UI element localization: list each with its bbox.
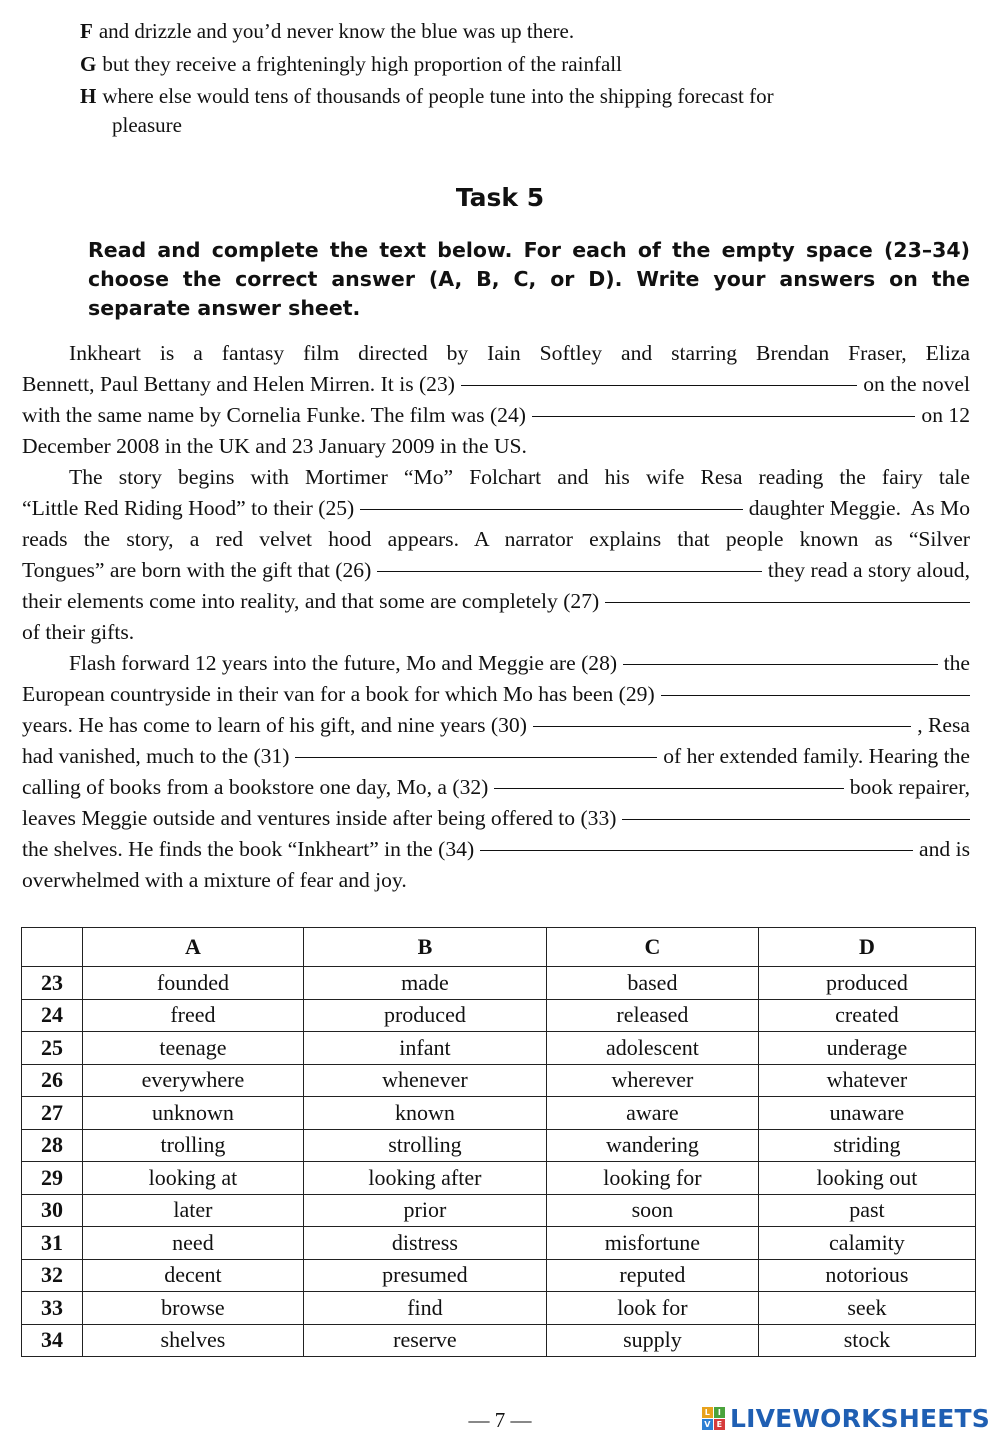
answer-option-cell: produced bbox=[758, 967, 975, 1000]
table-row bbox=[22, 1129, 976, 1162]
text-line: Tongues” are born with the gift that (26) they read a story aloud, bbox=[22, 558, 970, 582]
text-line: The story begins with Mortimer “Mo” Folchart and his wife Resa reading the fairy tale bbox=[69, 465, 970, 489]
table-body bbox=[22, 967, 976, 1357]
icon-letter: V bbox=[702, 1419, 713, 1430]
answer-option-cell: past bbox=[758, 1194, 975, 1227]
answer-option-cell: striding bbox=[758, 1129, 975, 1162]
paragraph-1 bbox=[22, 338, 970, 462]
icon-letter: I bbox=[714, 1407, 725, 1418]
table-row bbox=[22, 1292, 976, 1325]
table-row bbox=[22, 1227, 976, 1260]
answer-option-cell: teenage bbox=[83, 1032, 304, 1065]
question-number-cell: 27 bbox=[22, 1097, 83, 1130]
answer-option-cell: misfortune bbox=[546, 1227, 758, 1260]
text-line: European countryside in their van for a book for which Mo has been (29) bbox=[22, 679, 970, 710]
blank-25[interactable] bbox=[360, 509, 742, 510]
text-line: reads the story, a red velvet hood appears. A narrator explains that people known as “Silver bbox=[22, 527, 970, 551]
table-row bbox=[22, 999, 976, 1032]
header-cell bbox=[22, 928, 83, 967]
header-cell: C bbox=[546, 928, 758, 967]
blank-24[interactable] bbox=[532, 416, 915, 417]
table-row bbox=[22, 1097, 976, 1130]
question-number-cell: 25 bbox=[22, 1032, 83, 1065]
text-line: calling of books from a bookstore one day, Mo, a (32) book repairer, bbox=[22, 775, 970, 799]
blank-30[interactable] bbox=[533, 726, 911, 727]
answer-option-cell: unknown bbox=[83, 1097, 304, 1130]
answer-option-cell: shelves bbox=[83, 1324, 304, 1357]
icon-letter: L bbox=[702, 1407, 713, 1418]
option-h-continuation: pleasure bbox=[112, 113, 182, 137]
text-line: of their gifts. bbox=[22, 620, 135, 644]
option-g bbox=[80, 50, 970, 79]
answer-option-cell: reputed bbox=[546, 1259, 758, 1292]
answer-option-cell: stock bbox=[758, 1324, 975, 1357]
watermark-text: LIVEWORKSHEETS bbox=[729, 1404, 990, 1433]
option-text: but they receive a frighteningly high proportion of the rainfall bbox=[102, 52, 622, 76]
answer-option-cell: looking for bbox=[546, 1162, 758, 1195]
option-letter: F bbox=[80, 19, 93, 43]
option-f bbox=[80, 17, 970, 46]
icon-letter: E bbox=[714, 1419, 725, 1430]
answer-option-cell: soon bbox=[546, 1194, 758, 1227]
blank-29[interactable] bbox=[661, 695, 970, 696]
answer-option-cell: later bbox=[83, 1194, 304, 1227]
answer-option-cell: known bbox=[303, 1097, 546, 1130]
answer-option-cell: everywhere bbox=[83, 1064, 304, 1097]
answer-option-cell: adolescent bbox=[546, 1032, 758, 1065]
answer-option-cell: calamity bbox=[758, 1227, 975, 1260]
liveworksheets-logo[interactable] bbox=[702, 1404, 990, 1433]
answer-option-cell: freed bbox=[83, 999, 304, 1032]
blank-27[interactable] bbox=[605, 602, 970, 603]
answer-option-cell: whenever bbox=[303, 1064, 546, 1097]
answer-option-cell: looking after bbox=[303, 1162, 546, 1195]
page-number: — 7 — bbox=[468, 1408, 532, 1432]
task-title: Task 5 bbox=[455, 183, 545, 212]
text-line: overwhelmed with a mixture of fear and joy. bbox=[22, 868, 407, 892]
option-letter: H bbox=[80, 84, 97, 108]
answer-option-cell: unaware bbox=[758, 1097, 975, 1130]
answer-option-cell: distress bbox=[303, 1227, 546, 1260]
answer-option-cell: notorious bbox=[758, 1259, 975, 1292]
text-line: with the same name by Cornelia Funke. The film was (24) on 12 bbox=[22, 403, 970, 427]
blank-31[interactable] bbox=[295, 757, 657, 758]
text-line: leaves Meggie outside and ventures inside after being offered to (33) bbox=[22, 803, 970, 834]
answer-option-cell: supply bbox=[546, 1324, 758, 1357]
answer-option-cell: produced bbox=[303, 999, 546, 1032]
question-number-cell: 29 bbox=[22, 1162, 83, 1195]
text-line: Inkheart is a fantasy film directed by Iain Softley and starring Brendan Fraser, Eliza bbox=[69, 341, 970, 365]
question-number-cell: 32 bbox=[22, 1259, 83, 1292]
answer-option-cell: strolling bbox=[303, 1129, 546, 1162]
answer-option-cell: underage bbox=[758, 1032, 975, 1065]
text-line: years. He has come to learn of his gift, and nine years (30) , Resa bbox=[22, 713, 970, 737]
liveworksheets-icon bbox=[702, 1407, 725, 1430]
answer-option-cell: find bbox=[303, 1292, 546, 1325]
answer-option-cell: aware bbox=[546, 1097, 758, 1130]
question-number-cell: 31 bbox=[22, 1227, 83, 1260]
answer-option-cell: whatever bbox=[758, 1064, 975, 1097]
blank-33[interactable] bbox=[622, 819, 970, 820]
answer-option-cell: trolling bbox=[83, 1129, 304, 1162]
question-number-cell: 28 bbox=[22, 1129, 83, 1162]
header-cell: B bbox=[303, 928, 546, 967]
task-instruction: Read and complete the text below. For each of the empty space (23–34) choose the correct answer (A, B, C, or D). Write your answers on the separate answer sheet. bbox=[88, 238, 970, 320]
table-row bbox=[22, 1162, 976, 1195]
table-row bbox=[22, 967, 976, 1000]
text-line: Flash forward 12 years into the future, Mo and Meggie are (28) the bbox=[69, 651, 970, 675]
question-number-cell: 24 bbox=[22, 999, 83, 1032]
option-h bbox=[80, 82, 970, 111]
text-line: had vanished, much to the (31) of her extended family. Hearing the bbox=[22, 744, 970, 768]
question-number-cell: 34 bbox=[22, 1324, 83, 1357]
table-header-row bbox=[22, 928, 976, 967]
blank-23[interactable] bbox=[461, 385, 857, 386]
question-number-cell: 23 bbox=[22, 967, 83, 1000]
text-line: December 2008 in the UK and 23 January 2009 in the US. bbox=[22, 434, 527, 458]
table-row bbox=[22, 1032, 976, 1065]
answer-option-cell: browse bbox=[83, 1292, 304, 1325]
table-row bbox=[22, 1194, 976, 1227]
answer-options-table bbox=[21, 927, 976, 1357]
question-number-cell: 33 bbox=[22, 1292, 83, 1325]
answer-option-cell: infant bbox=[303, 1032, 546, 1065]
answer-option-cell: looking out bbox=[758, 1162, 975, 1195]
text-line: Bennett, Paul Bettany and Helen Mirren. It is (23) on the novel bbox=[22, 372, 970, 396]
answer-option-cell: reserve bbox=[303, 1324, 546, 1357]
text-line: “Little Red Riding Hood” to their (25) daughter Meggie. As Mo bbox=[22, 496, 970, 520]
question-number-cell: 26 bbox=[22, 1064, 83, 1097]
answer-option-cell: decent bbox=[83, 1259, 304, 1292]
answer-option-cell: released bbox=[546, 999, 758, 1032]
answer-option-cell: created bbox=[758, 999, 975, 1032]
answer-option-cell: prior bbox=[303, 1194, 546, 1227]
answer-option-cell: wherever bbox=[546, 1064, 758, 1097]
option-letter: G bbox=[80, 52, 97, 76]
header-cell: D bbox=[758, 928, 975, 967]
text-line: the shelves. He finds the book “Inkheart” in the (34) and is bbox=[22, 837, 970, 861]
option-text: and drizzle and you’d never know the blue was up there. bbox=[98, 19, 575, 43]
text-line: their elements come into reality, and that some are completely (27) bbox=[22, 586, 970, 617]
paragraph-2 bbox=[22, 462, 970, 648]
table-row bbox=[22, 1324, 976, 1357]
answer-option-cell: need bbox=[83, 1227, 304, 1260]
answer-option-cell: seek bbox=[758, 1292, 975, 1325]
blank-26[interactable] bbox=[377, 571, 762, 572]
blank-32[interactable] bbox=[494, 788, 843, 789]
answer-option-cell: wandering bbox=[546, 1129, 758, 1162]
answer-option-cell: based bbox=[546, 967, 758, 1000]
answer-option-cell: made bbox=[303, 967, 546, 1000]
paragraph-3 bbox=[22, 648, 970, 896]
answer-option-cell: looking at bbox=[83, 1162, 304, 1195]
answer-option-cell: look for bbox=[546, 1292, 758, 1325]
table-row bbox=[22, 1064, 976, 1097]
table-row bbox=[22, 1259, 976, 1292]
question-number-cell: 30 bbox=[22, 1194, 83, 1227]
blank-34[interactable] bbox=[480, 850, 913, 851]
answer-option-cell: founded bbox=[83, 967, 304, 1000]
header-cell: A bbox=[83, 928, 304, 967]
blank-28[interactable] bbox=[623, 664, 938, 665]
option-text: where else would tens of thousands of people tune into the shipping forecast for bbox=[102, 84, 774, 108]
answer-option-cell: presumed bbox=[303, 1259, 546, 1292]
